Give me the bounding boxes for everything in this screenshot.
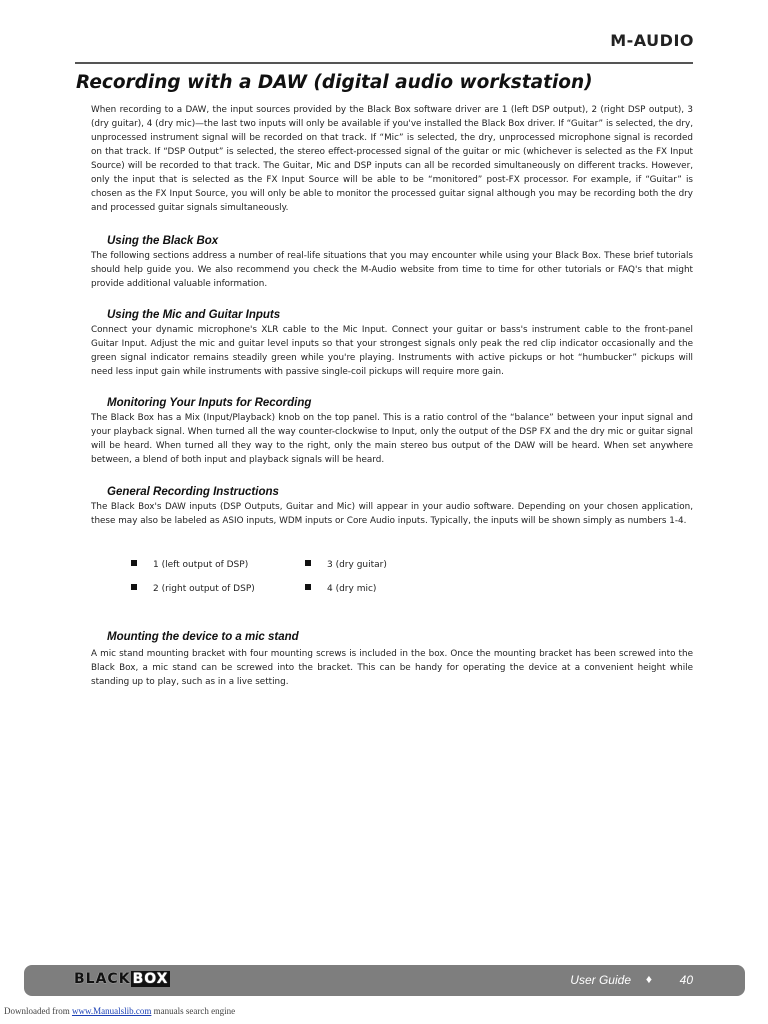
bullet-label: 1 (left output of DSP) <box>153 560 249 570</box>
brand-logo: M-AUDIO <box>610 31 694 50</box>
bullet-item <box>131 584 255 594</box>
footer-bar <box>24 965 745 996</box>
bullet-label: 4 (dry mic) <box>327 584 377 594</box>
header-rule <box>75 62 693 64</box>
bullet-square-icon <box>305 584 311 590</box>
section-heading-mic-guitar: Using the Mic and Guitar Inputs <box>107 309 281 321</box>
page-title: Recording with a DAW (digital audio workstation) <box>76 72 593 93</box>
bullet-square-icon <box>131 560 137 566</box>
logo-black: BLACK <box>74 971 131 987</box>
bullet-label: 3 (dry guitar) <box>327 560 387 570</box>
download-watermark <box>4 1006 235 1016</box>
section-body-general-recording: The Black Box's DAW inputs (DSP Outputs, Guitar and Mic) will appear in your audio software. Depending on your chosen application, these may also be labeled as ASIO inputs, WDM inputs or Core Audio inputs. Typically, the inputs will be shown simply as numbers 1-4. <box>91 502 693 526</box>
section-body-mic-stand: A mic stand mounting bracket with four mounting screws is included in the box. Once the mounting bracket has been screwed into the Black Box, a mic stand can be screwed into the bracket. This can be handy for operating the device at a convenient height while standing up to play, such as in a live setting. <box>91 649 693 687</box>
watermark-suffix: manuals search engine <box>153 1006 236 1016</box>
bullet-item <box>131 560 248 570</box>
bullet-item <box>305 560 387 570</box>
bullet-item <box>305 584 376 594</box>
section-body-using-black-box: The following sections address a number of real-life situations that you may encounter while using your Black Box. These brief tutorials should help guide you. We also recommend you check the M-Audio website from time to time for other tutorials or FAQ's that might provide additional valuable information. <box>91 251 693 289</box>
diamond-icon: ♦ <box>645 972 652 986</box>
logo-box: BOX <box>132 971 169 987</box>
page-number: 40 <box>679 973 693 987</box>
user-guide-label: User Guide <box>570 973 631 987</box>
manualslib-link[interactable]: www.Manualslib.com <box>71 1006 152 1016</box>
section-heading-mic-stand: Mounting the device to a mic stand <box>107 631 299 643</box>
section-heading-monitoring: Monitoring Your Inputs for Recording <box>107 397 312 409</box>
bullet-square-icon <box>305 560 311 566</box>
bullet-label: 2 (right output of DSP) <box>153 584 255 594</box>
section-body-mic-guitar: Connect your dynamic microphone's XLR cable to the Mic Input. Connect your guitar or bass's instrument cable to the front-panel Guitar Input. Adjust the mic and guitar level inputs so that your strongest signals only peak the red clip indicator occasionally and the green signal indicator remains steadily green while you're playing. Instruments with active pickups or hot “humbucker” pickups will need less input gain while instruments with passive single-coil pickups will require more gain. <box>91 325 693 377</box>
watermark-prefix: Downloaded from <box>4 1006 70 1016</box>
black-box-logo <box>74 971 170 987</box>
bullet-square-icon <box>131 584 137 590</box>
section-body-monitoring: The Black Box has a Mix (Input/Playback) knob on the top panel. This is a ratio control of the “balance” between your input signal and your playback signal. When turned all the way counter-clockwise to Input, only the output of the DSP FX and the dry mic or guitar signal will be heard. When turned all they way to the right, only the main stereo bus output of the DAW will be heard. When set anywhere between, a blend of both input and playback signals will be heard. <box>91 413 693 465</box>
section-heading-general-recording: General Recording Instructions <box>107 486 279 498</box>
section-heading-using-black-box: Using the Black Box <box>107 235 219 247</box>
intro-paragraph: When recording to a DAW, the input sources provided by the Black Box software driver are 1 (left DSP output), 2 (right DSP output), 3 (dry guitar), 4 (dry mic)—the last two inputs will only be available if you've installed the Black Box driver. If “Guitar” is selected, the dry, unprocessed instrument signal will be recorded on that track. If “Mic” is selected, the dry, unprocessed microphone signal is recorded on that track. If “DSP Output” is selected, the stereo effect-processed signal of the guitar or mic (whichever is selected as the FX Input Source) will be recorded to that track. The Guitar, Mic and DSP inputs can all be recorded simultaneously on different tracks. However, only the input that is selected as the FX Input Source will be able to be “monitored” post-FX processor. For example, if “Guitar” is chosen as the FX Input Source, you will only be able to monitor the processed guitar signal although you may be recording both the dry and processed guitar signals simultaneously. <box>91 105 693 213</box>
